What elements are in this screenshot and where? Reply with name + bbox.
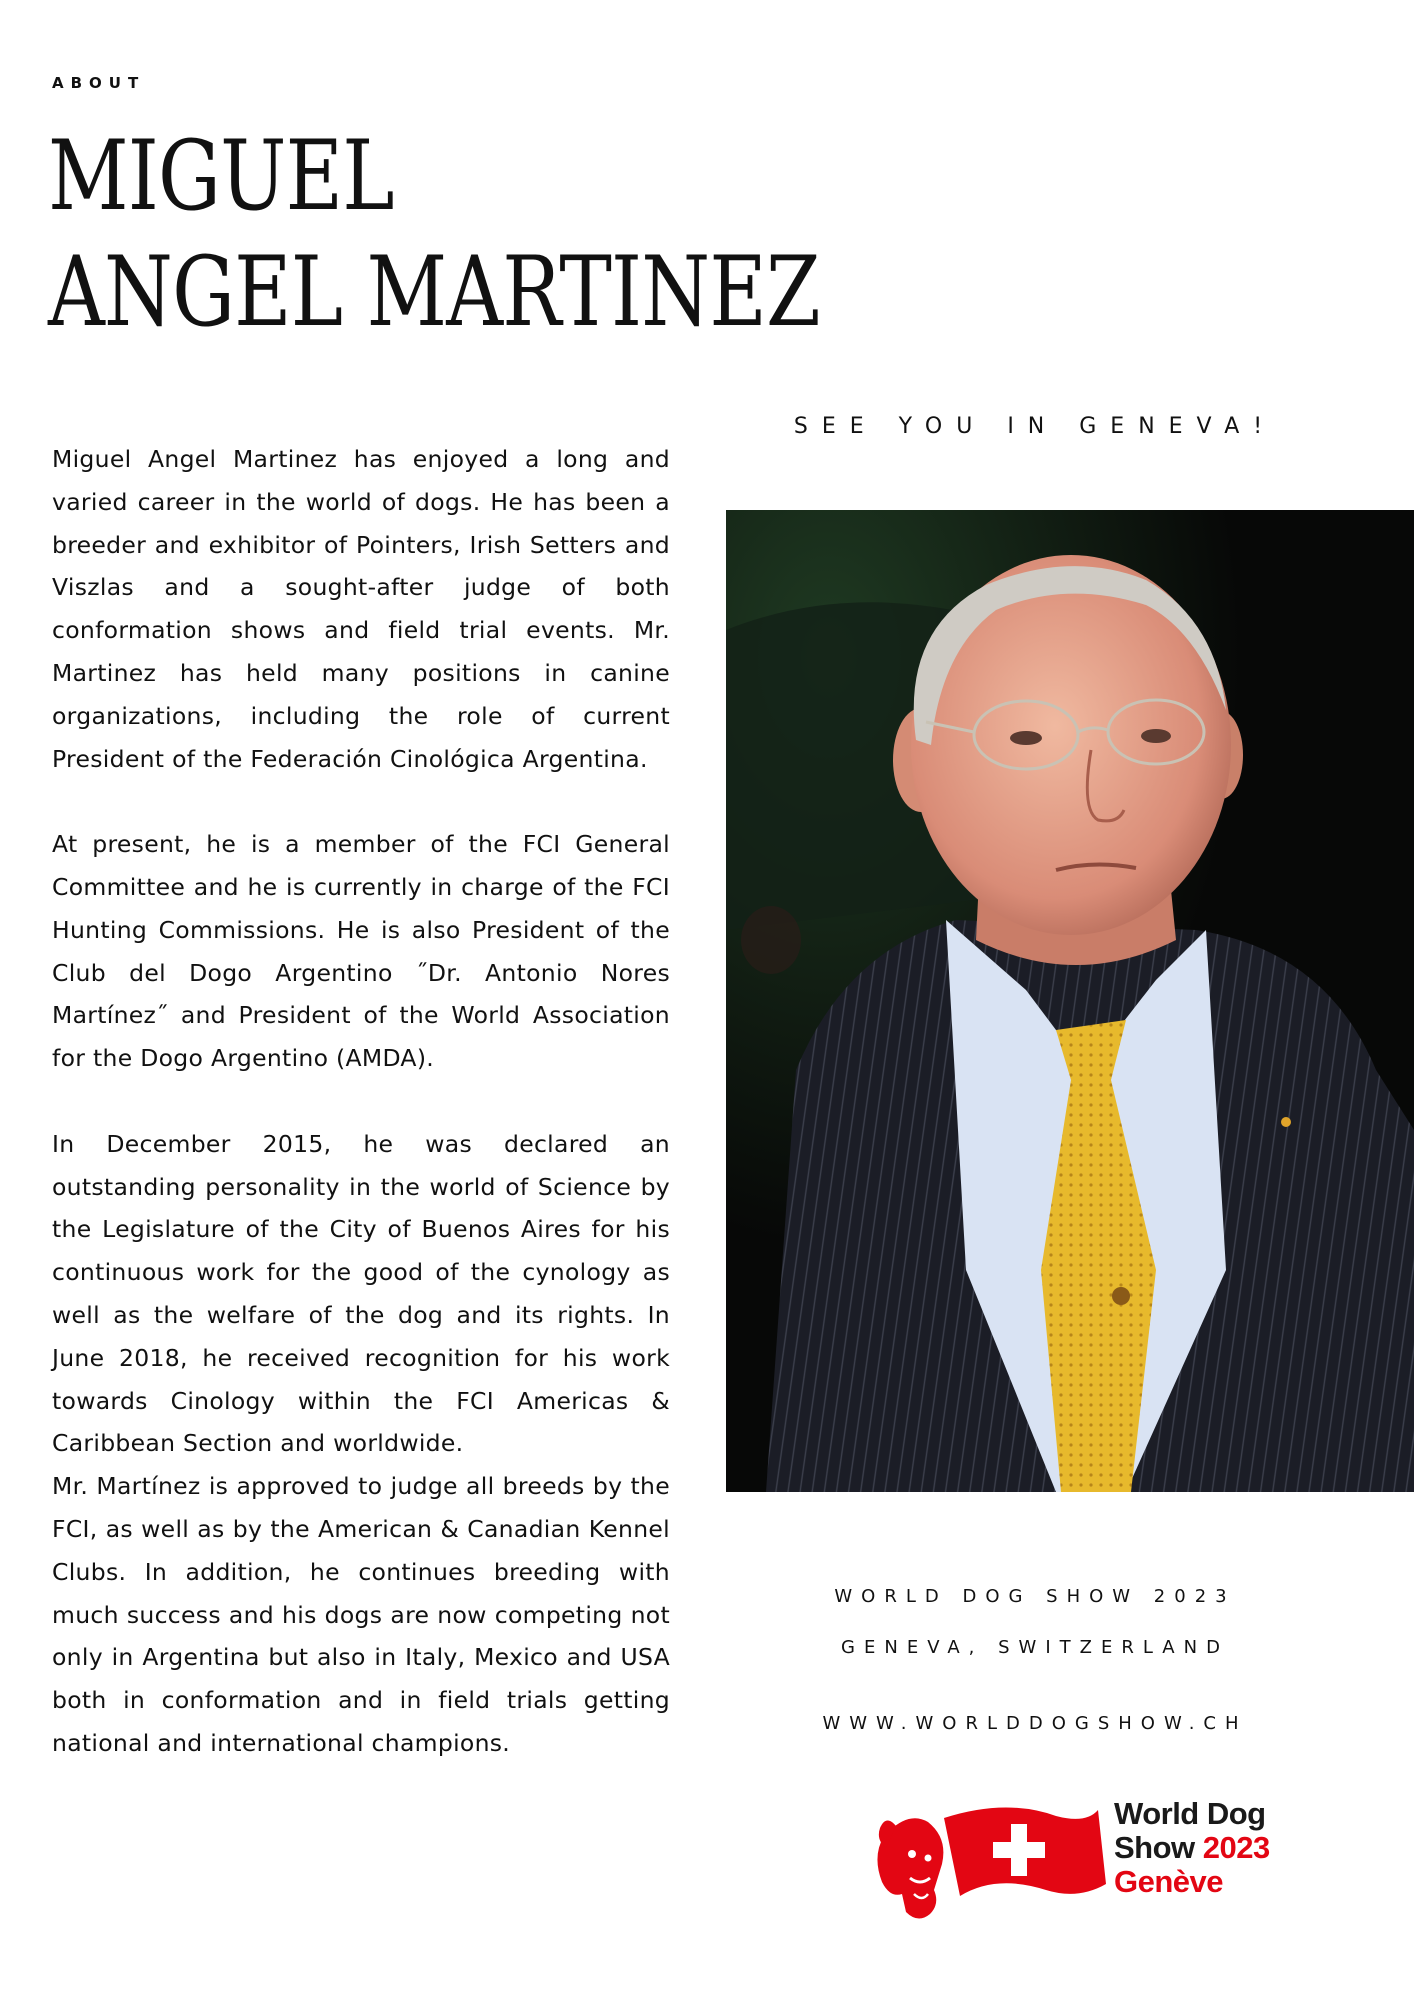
portrait-illustration xyxy=(726,510,1414,1492)
section-eyebrow: ABOUT xyxy=(52,74,146,92)
event-location: GENEVA, SWITZERLAND xyxy=(841,1637,1229,1658)
bio-paragraph: Miguel Angel Martinez has enjoyed a long and varied career in the world of dogs. He has been a breeder and exhibitor of Pointers, Irish Setters and Viszlas and a sought-after judge of both conformation shows and field trial events. Mr. Martinez has held many positions in canine organizations, including the role of current President of the Federación Cinológica Argentina. xyxy=(52,445,670,773)
logo-line-two: Show 2023 xyxy=(1114,1830,1270,1865)
logo-line-one: World Dog xyxy=(1114,1796,1266,1831)
portrait-photo xyxy=(726,510,1414,1492)
logo-year: 2023 xyxy=(1202,1830,1270,1865)
title-line-first: MIGUEL xyxy=(48,120,394,232)
title-line-second: ANGEL MARTINEZ xyxy=(48,236,820,348)
logo-line-three: Genève xyxy=(1114,1864,1224,1899)
tagline: SEE YOU IN GENEVA! xyxy=(793,414,1277,439)
bio-paragraph: In December 2015, he was declared an outstanding personality in the world of Science by the Legislature of the City of Buenos Aires for his continuous work for the good of the cynology as well as the welfare of the dog and its rights. In June 2018, he received recognition for his work towards Cinology within the FCI Americas & Caribbean Section and worldwide. xyxy=(52,1129,670,1458)
biography xyxy=(52,438,670,1765)
logo-wordmark xyxy=(1114,1797,1270,1899)
event-name: WORLD DOG SHOW 2023 xyxy=(834,1586,1236,1607)
bio-paragraph: Mr. Martínez is approved to judge all breeds by the FCI, as well as by the American & Canadian Kennel Clubs. In addition, he continues breeding with much success and his dogs are now competing not only in Argentina but also in Italy, Mexico and USA both in conformation and in field trials getting national and international champions. xyxy=(52,1472,670,1757)
page-title xyxy=(48,118,820,350)
swiss-flag-icon xyxy=(944,1807,1106,1896)
dog-mascot-icon xyxy=(877,1818,943,1918)
event-website-link[interactable]: WWW.WORLDDOGSHOW.CH xyxy=(822,1713,1248,1734)
bio-paragraph: At present, he is a member of the FCI General Committee and he is currently in charge of the FCI Hunting Commissions. He is also President of the Club del Dogo Argentino ˝Dr. Antonio Nores Martínez˝ and President of the World Association for the Dogo Argentino (AMDA). xyxy=(52,830,670,1073)
